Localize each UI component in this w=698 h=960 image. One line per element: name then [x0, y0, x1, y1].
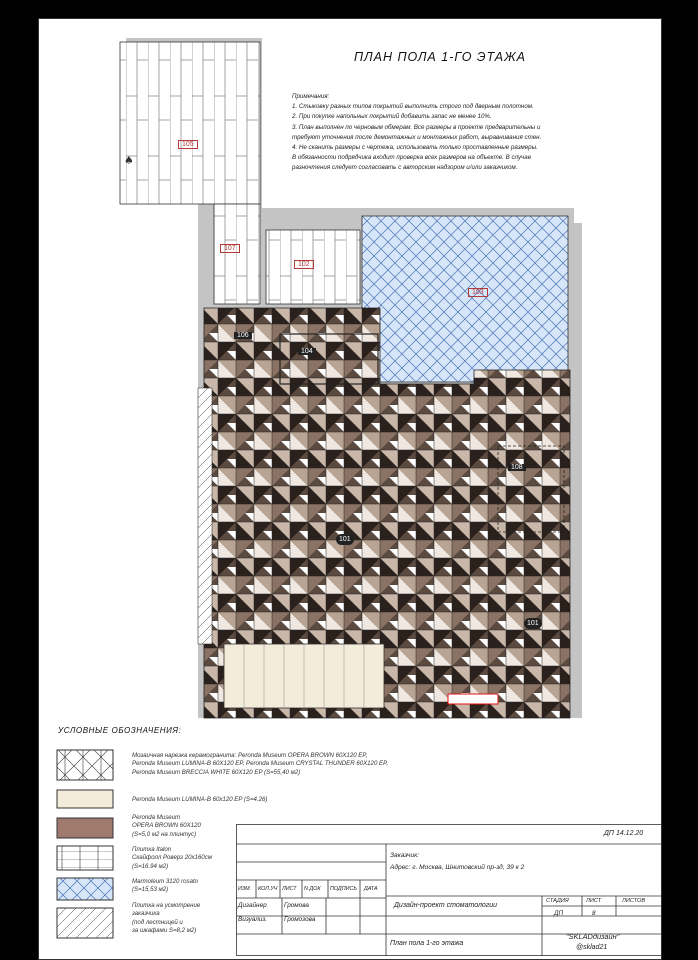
legend-item: Мозаичная нарезка керамогранита: Peronda Museum OPERA BROWN 60X120 EP, Peronda Museum LUMINA-B 60X120 EP, Peronda Museum CRYSTAL THUNDER 60X120 EP, Peronda Museum BRECCIA WHITE 60X120 EP (S=55,40 м2): [132, 752, 389, 776]
room-label: 108: [508, 464, 526, 471]
note-line: требуют уточнения после демонтажных и монтажных работ, выравнивания стен.: [292, 133, 542, 141]
tb-header: ЛИСТ: [282, 886, 297, 892]
tb-sheet: 8: [592, 910, 596, 917]
legend-item: Marmoleum 3120 rosato (S=15,53 м2): [132, 878, 199, 894]
room-105: [120, 42, 260, 204]
studio-name: "SKLADдизайн": [566, 932, 620, 941]
tb-role: Визуализ.: [238, 916, 268, 923]
room-label: 104: [298, 348, 316, 355]
note-line: 1. Стыковку разных типов покрытий выполнить строго под дверным полотном.: [292, 103, 534, 111]
room-label: 105: [178, 140, 198, 149]
legend-swatches: [56, 748, 126, 948]
note-line: 3. План выполнен по черновым обмерам. Все размеры в проекте предварительны и: [292, 123, 541, 131]
tb-header: ДАТА: [364, 886, 378, 892]
legend-swatch: [57, 750, 113, 780]
room-label: 102: [294, 260, 314, 269]
legend-swatch: [57, 908, 113, 938]
tb-name: Громова: [284, 902, 309, 909]
legend-item: Peronda Museum OPERA BROWN 60X120 (S=5,0 м2 на плинтус): [132, 814, 201, 838]
tb-sheet-header: ЛИСТ: [586, 898, 602, 904]
tb-stage-header: СТАДИЯ: [546, 898, 569, 904]
legend-swatch: [57, 878, 113, 900]
tb-client: Заказчик:: [390, 852, 420, 859]
tb-header: N ДОК: [304, 886, 321, 892]
room-label: 101: [524, 618, 542, 629]
legend-swatch: [57, 846, 113, 870]
note-line: 4. Не сканить размеры с чертежа, использовать только проставленные размеры.: [292, 144, 538, 152]
tb-stage: ДП: [554, 910, 564, 917]
legend-item: Плитка Italon Скайфолл Роверз 20х160см (S=16.94 м2): [132, 846, 212, 870]
notes-heading: Примечания:: [292, 93, 330, 100]
note-line: В обязанности подрядчика входит проверка всех размеров на объекте. В случае: [292, 154, 532, 162]
room-label: 107: [220, 244, 240, 253]
tb-project: Дизайн-проект стоматологии: [394, 902, 498, 909]
legend-swatch: [57, 790, 113, 808]
room-label: 106: [234, 332, 252, 339]
note-line: 2. При покупке напольных покрытий добавить запас не менее 10%.: [292, 113, 492, 121]
tb-header: ПОДПИСЬ: [330, 886, 357, 892]
note-line: разночтения следует согласовать с авторским надзором и/или заказчиком.: [292, 164, 518, 172]
room-107: [214, 204, 260, 304]
page-title: ПЛАН ПОЛА 1-ГО ЭТАЖА: [354, 50, 526, 64]
floor-plan: [38, 18, 662, 738]
room-label: 103: [468, 288, 488, 297]
studio-handle: @sklad21: [576, 944, 608, 951]
tb-drawing-name: План пола 1-го этажа: [390, 940, 464, 947]
room-label: 101: [336, 534, 354, 545]
tb-role: Дизайнер: [238, 902, 267, 909]
svg-text:♠: ♠: [124, 154, 134, 167]
legend-item: Плитка на усмотрение заказчика (под лестницей и за шкафами S=8,2 м2): [132, 902, 201, 934]
drawing-sheet: [38, 18, 662, 960]
tb-name: Громозова: [284, 916, 316, 923]
doc-code: ДП 14.12.20: [604, 830, 644, 837]
tb-sheets-header: ЛИСТОВ: [622, 898, 646, 904]
tb-address: Адрес: г. Москва, Шнитовский пр-зд, 39 к 2: [390, 864, 525, 871]
legend-swatch: [57, 818, 113, 838]
legend-item: Peronda Museum LUMINA-B 60x120 EP (S=4.26): [132, 796, 268, 803]
room-103: [362, 216, 568, 382]
tb-header: ИЗМ.: [238, 886, 252, 892]
tb-header: КОЛ.УЧ: [258, 886, 278, 892]
legend-title: УСЛОВНЫЕ ОБОЗНАЧЕНИЯ:: [58, 726, 182, 735]
room-104: [280, 334, 378, 384]
